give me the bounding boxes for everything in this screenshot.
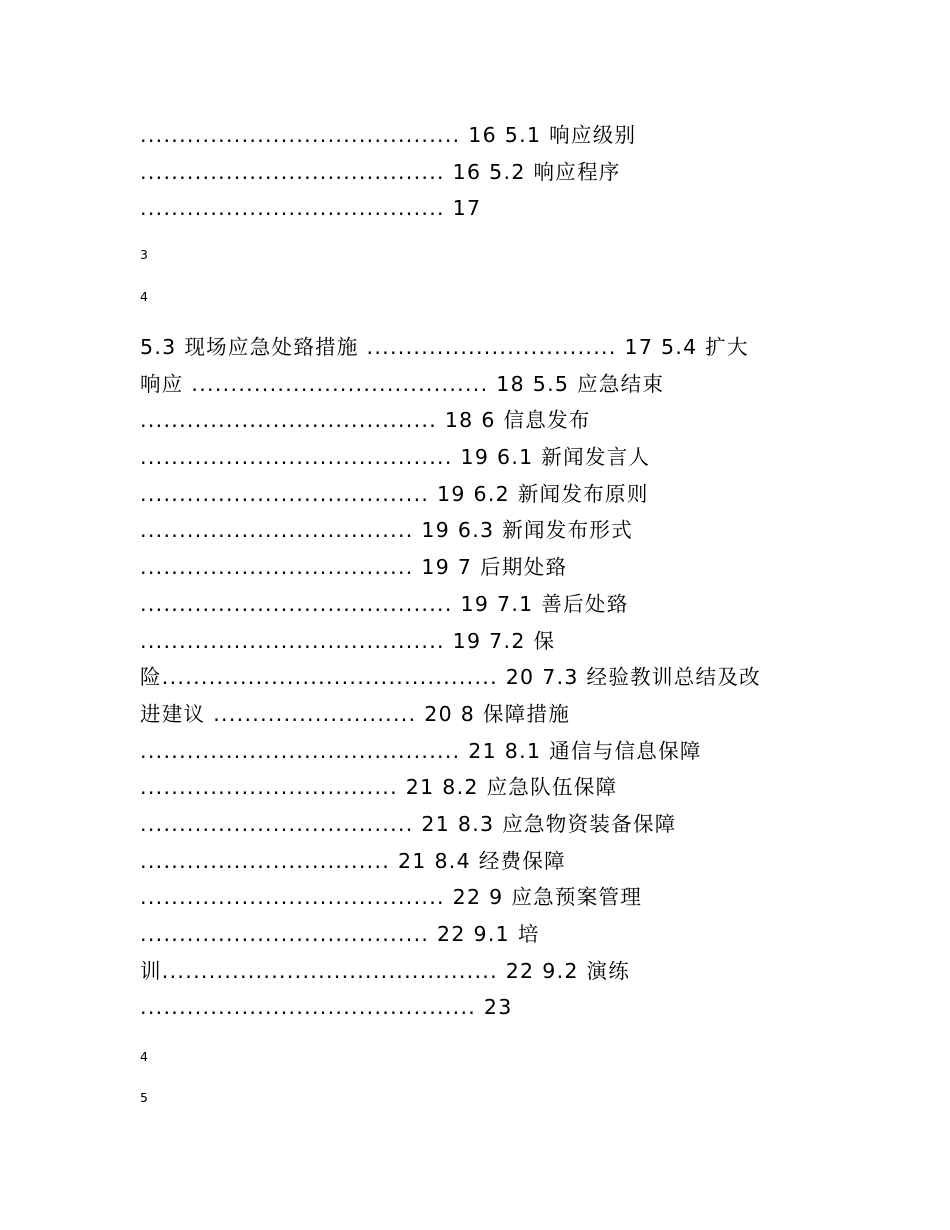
toc-line: 5.3 现场应急处臵措施 ................................ 17 5.4 扩大: [140, 335, 749, 359]
toc-line: ......................................... 16 5.1 响应级别: [140, 123, 637, 147]
toc-line: ................................... 21 8.3 应急物资装备保障: [140, 811, 677, 836]
toc-block-main: [140, 329, 820, 1026]
toc-line: ......................................... 21 8.1 通信与信息保障: [140, 738, 702, 763]
toc-line: ....................................... 16 5.2 响应程序: [140, 159, 621, 184]
page-number: 4: [140, 1049, 148, 1064]
toc-line: 训........................................... 22 9.2 演练: [140, 958, 631, 983]
toc-line: ................................ 21 8.4 经费保障: [140, 848, 566, 873]
toc-line: ...................................... 18 6 信息发布: [140, 408, 591, 433]
toc-line: 响应 ...................................... 18 5.5 应急结束: [140, 371, 665, 396]
page-number: 5: [140, 1090, 148, 1105]
toc-line: ..................................... 22 9.1 培: [140, 922, 540, 946]
toc-line: ..................................... 19 6.2 新闻发布原则: [140, 481, 649, 506]
toc-line: ................................. 21 8.2 应急队伍保障: [140, 775, 618, 800]
toc-line: ....................................... 17: [140, 196, 482, 221]
toc-line: ................................... 19 7 后期处臵: [140, 555, 568, 580]
toc-line: 进建议 .......................... 20 8 保障措施: [140, 701, 571, 726]
toc-line: ....................................... 19 7.2 保: [140, 628, 556, 653]
toc-line: ........................................ 19 6.1 新闻发言人: [140, 445, 651, 470]
toc-block-top: [140, 117, 820, 227]
page-number: 3: [140, 247, 148, 262]
toc-line: ................................... 19 6.3 新闻发布形式: [140, 518, 634, 543]
toc-line: 险........................................... 20 7.3 经验教训总结及改: [140, 665, 761, 690]
toc-line: ........................................... 23: [140, 995, 513, 1020]
toc-line: ........................................ 19 7.1 善后处臵: [140, 591, 629, 616]
toc-line: ....................................... 22 9 应急预案管理: [140, 885, 643, 910]
page-number: 4: [140, 289, 148, 304]
